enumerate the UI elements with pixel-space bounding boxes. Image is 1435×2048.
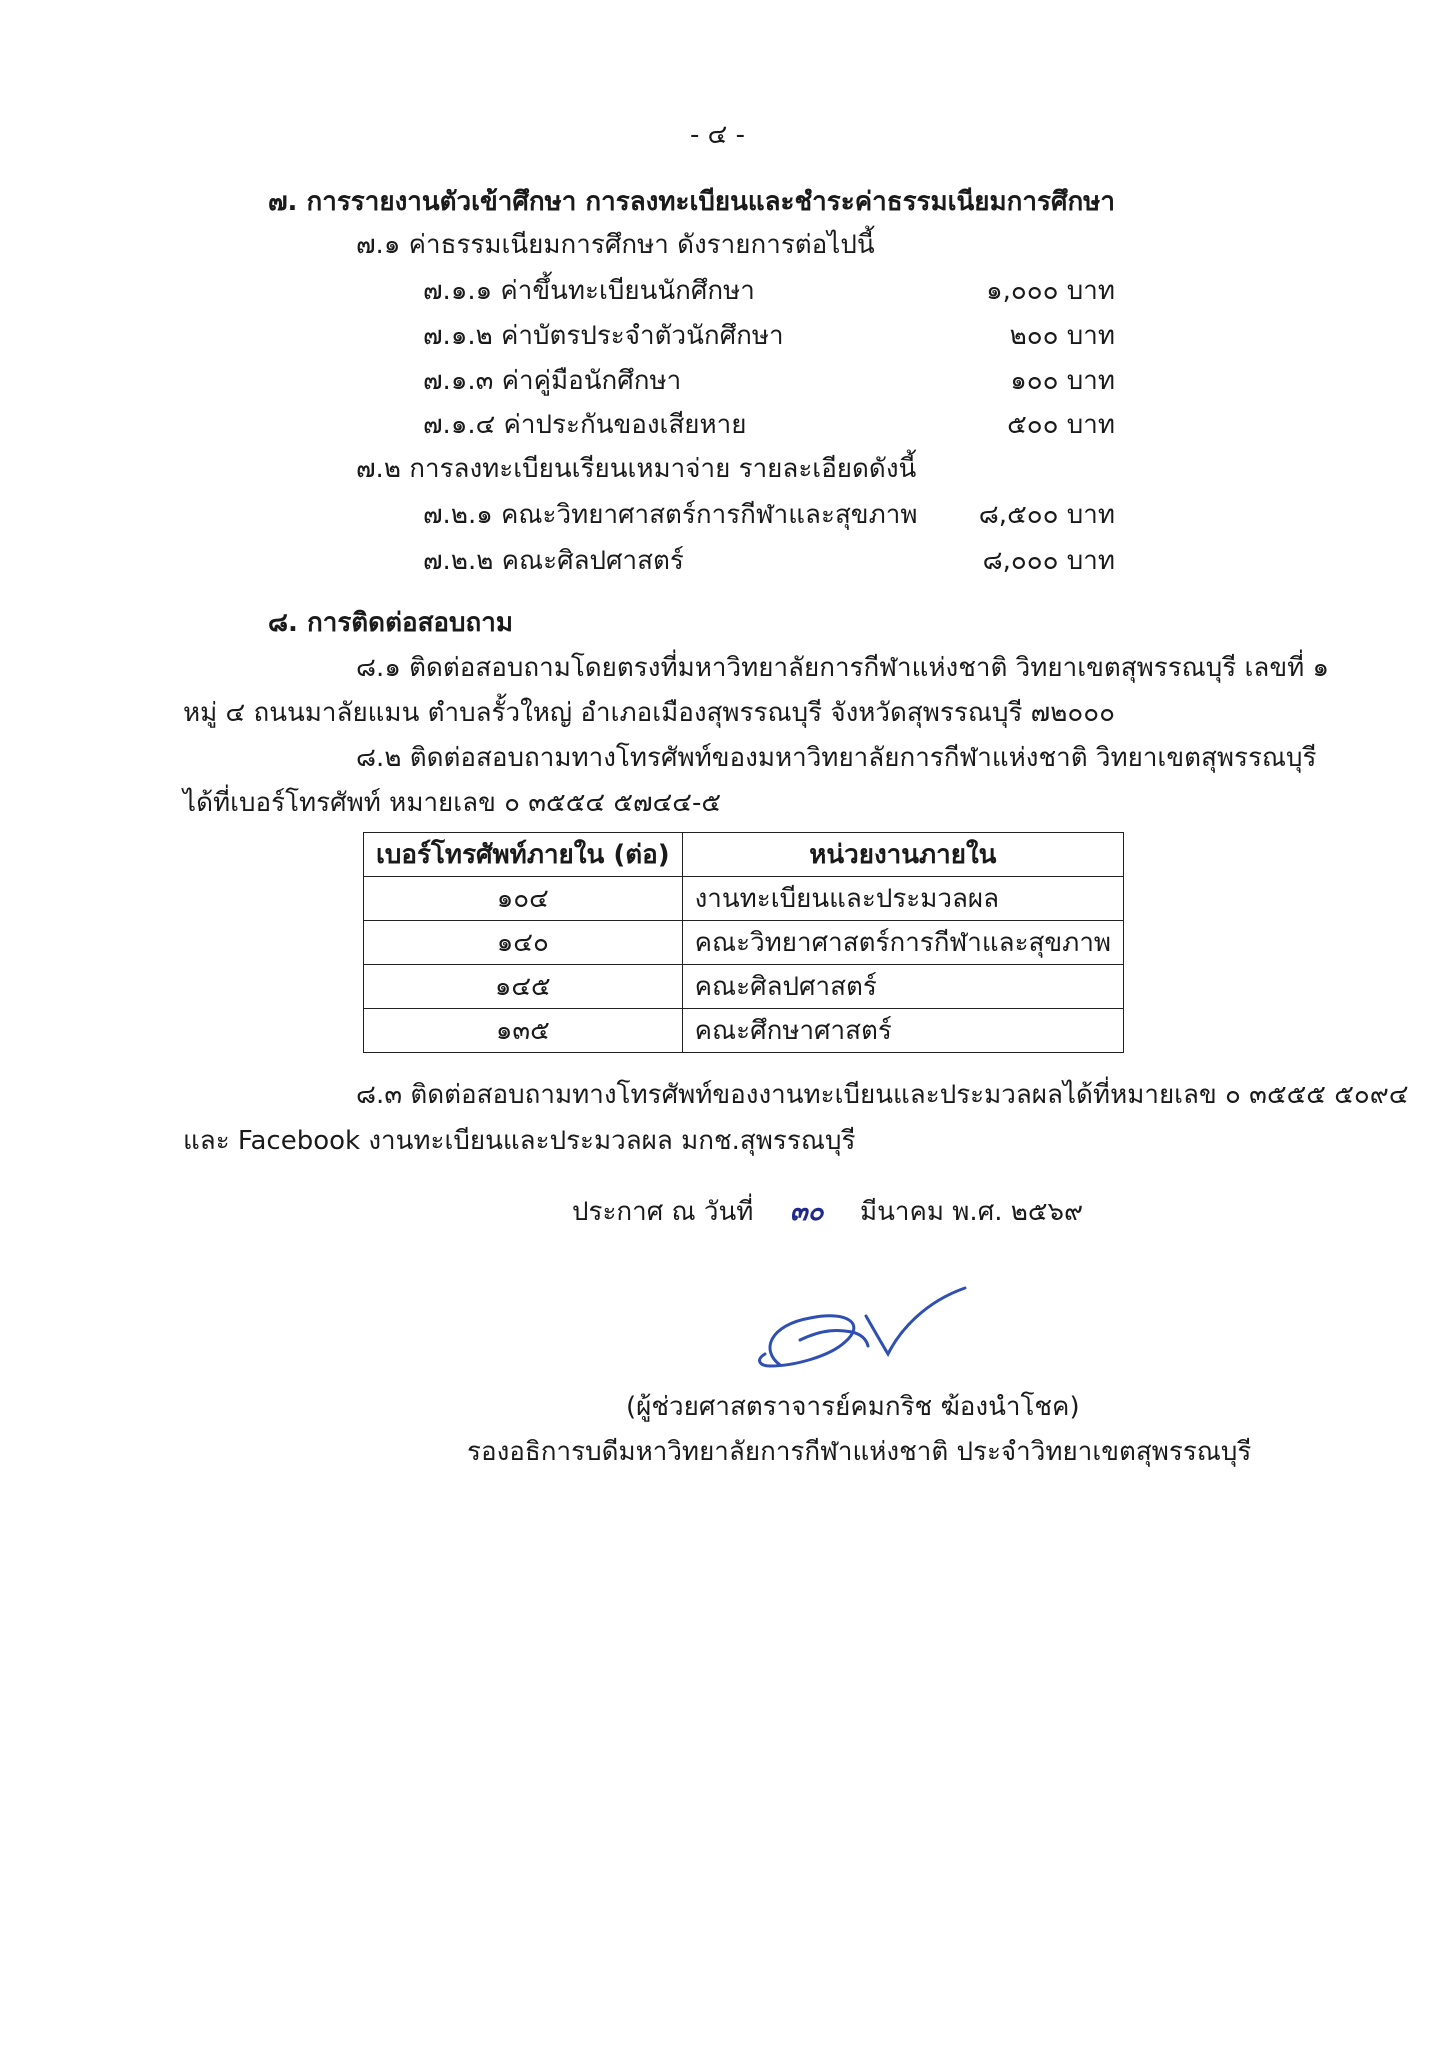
section-7-1-title: ๗.๑ ค่าธรรมเนียมการศึกษา ดังรายการต่อไปนี้ <box>356 230 875 260</box>
signatory-name: (ผู้ช่วยศาสตราจารย์คมกริช ฆ้องนำโชค) <box>626 1392 1080 1422</box>
fee-item-amount: ๒๐๐ บาท <box>1009 321 1115 351</box>
extension-cell: ๑๓๕ <box>364 1009 683 1053</box>
table-header-extension: เบอร์โทรศัพท์ภายใน (ต่อ) <box>364 833 683 877</box>
announcement-prefix: ประกาศ ณ วันที่ <box>572 1197 754 1227</box>
tuition-item-amount: ๘,๐๐๐ บาท <box>982 546 1115 576</box>
section-8-1-line2: หมู่ ๔ ถนนมาลัยแมน ตำบลรั้วใหญ่ อำเภอเมืองสุพรรณบุรี จังหวัดสุพรรณบุรี ๗๒๐๐๐ <box>183 698 1115 728</box>
table-row <box>364 1009 1124 1053</box>
fee-item-label: ๗.๑.๓ ค่าคู่มือนักศึกษา <box>423 366 682 396</box>
section-8-1-line1: ๘.๑ ติดต่อสอบถามโดยตรงที่มหาวิทยาลัยการกีฬาแห่งชาติ วิทยาเขตสุพรรณบุรี เลขที่ ๑ <box>356 653 1330 683</box>
phone-extension-table <box>363 832 1124 1053</box>
table-header-row <box>364 833 1124 877</box>
unit-cell: งานทะเบียนและประมวลผล <box>682 877 1123 921</box>
fee-item-amount: ๑,๐๐๐ บาท <box>986 276 1115 306</box>
unit-cell: คณะศึกษาศาสตร์ <box>682 1009 1123 1053</box>
announcement-month-year: มีนาคม พ.ศ. ๒๕๖๙ <box>859 1197 1084 1227</box>
section-8-3-line1: ๘.๓ ติดต่อสอบถามทางโทรศัพท์ของงานทะเบียนและประมวลผลได้ที่หมายเลข ๐ ๓๕๕๕ ๕๐๙๔ <box>356 1080 1409 1110</box>
tuition-item-label: ๗.๒.๑ คณะวิทยาศาสตร์การกีฬาและสุขภาพ <box>423 500 918 530</box>
section-8-3-line2: และ Facebook งานทะเบียนและประมวลผล มกช.สุพรรณบุรี <box>183 1126 856 1156</box>
announcement-date <box>572 1195 1083 1229</box>
table-row <box>364 921 1124 965</box>
unit-cell: คณะวิทยาศาสตร์การกีฬาและสุขภาพ <box>682 921 1123 965</box>
unit-cell: คณะศิลปศาสตร์ <box>682 965 1123 1009</box>
section-8-2-line1: ๘.๒ ติดต่อสอบถามทางโทรศัพท์ของมหาวิทยาลัยการกีฬาแห่งชาติ วิทยาเขตสุพรรณบุรี <box>356 743 1317 773</box>
fee-item-amount: ๑๐๐ บาท <box>1010 366 1115 396</box>
extension-cell: ๑๔๐ <box>364 921 683 965</box>
fee-item-label: ๗.๑.๑ ค่าขึ้นทะเบียนนักศึกษา <box>423 276 755 306</box>
table-header-unit: หน่วยงานภายใน <box>682 833 1123 877</box>
fee-item-label: ๗.๑.๔ ค่าประกันของเสียหาย <box>423 410 747 440</box>
tuition-item-amount: ๘,๕๐๐ บาท <box>978 500 1115 530</box>
section-8-heading: ๘. การติดต่อสอบถาม <box>268 608 514 638</box>
extension-cell: ๑๔๕ <box>364 965 683 1009</box>
tuition-item-label: ๗.๒.๒ คณะศิลปศาสตร์ <box>423 546 684 576</box>
fee-item-label: ๗.๑.๒ ค่าบัตรประจำตัวนักศึกษา <box>423 321 784 351</box>
section-8-2-line2: ได้ที่เบอร์โทรศัพท์ หมายเลข ๐ ๓๕๕๔ ๕๗๔๔-๕ <box>183 788 722 818</box>
table-row <box>364 965 1124 1009</box>
section-7-2-title: ๗.๒ การลงทะเบียนเรียนเหมาจ่าย รายละเอียดดังนี้ <box>356 454 917 484</box>
handwritten-signature <box>740 1280 980 1390</box>
fee-item-amount: ๕๐๐ บาท <box>1007 410 1115 440</box>
signatory-position: รองอธิการบดีมหาวิทยาลัยการกีฬาแห่งชาติ ประจำวิทยาเขตสุพรรณบุรี <box>467 1437 1252 1467</box>
page-number: - ๔ - <box>690 120 745 150</box>
table-row <box>364 877 1124 921</box>
announcement-day: ๓๐ <box>789 1197 824 1227</box>
section-7-heading: ๗. การรายงานตัวเข้าศึกษา การลงทะเบียนและชำระค่าธรรมเนียมการศึกษา <box>268 187 1115 217</box>
extension-cell: ๑๐๔ <box>364 877 683 921</box>
